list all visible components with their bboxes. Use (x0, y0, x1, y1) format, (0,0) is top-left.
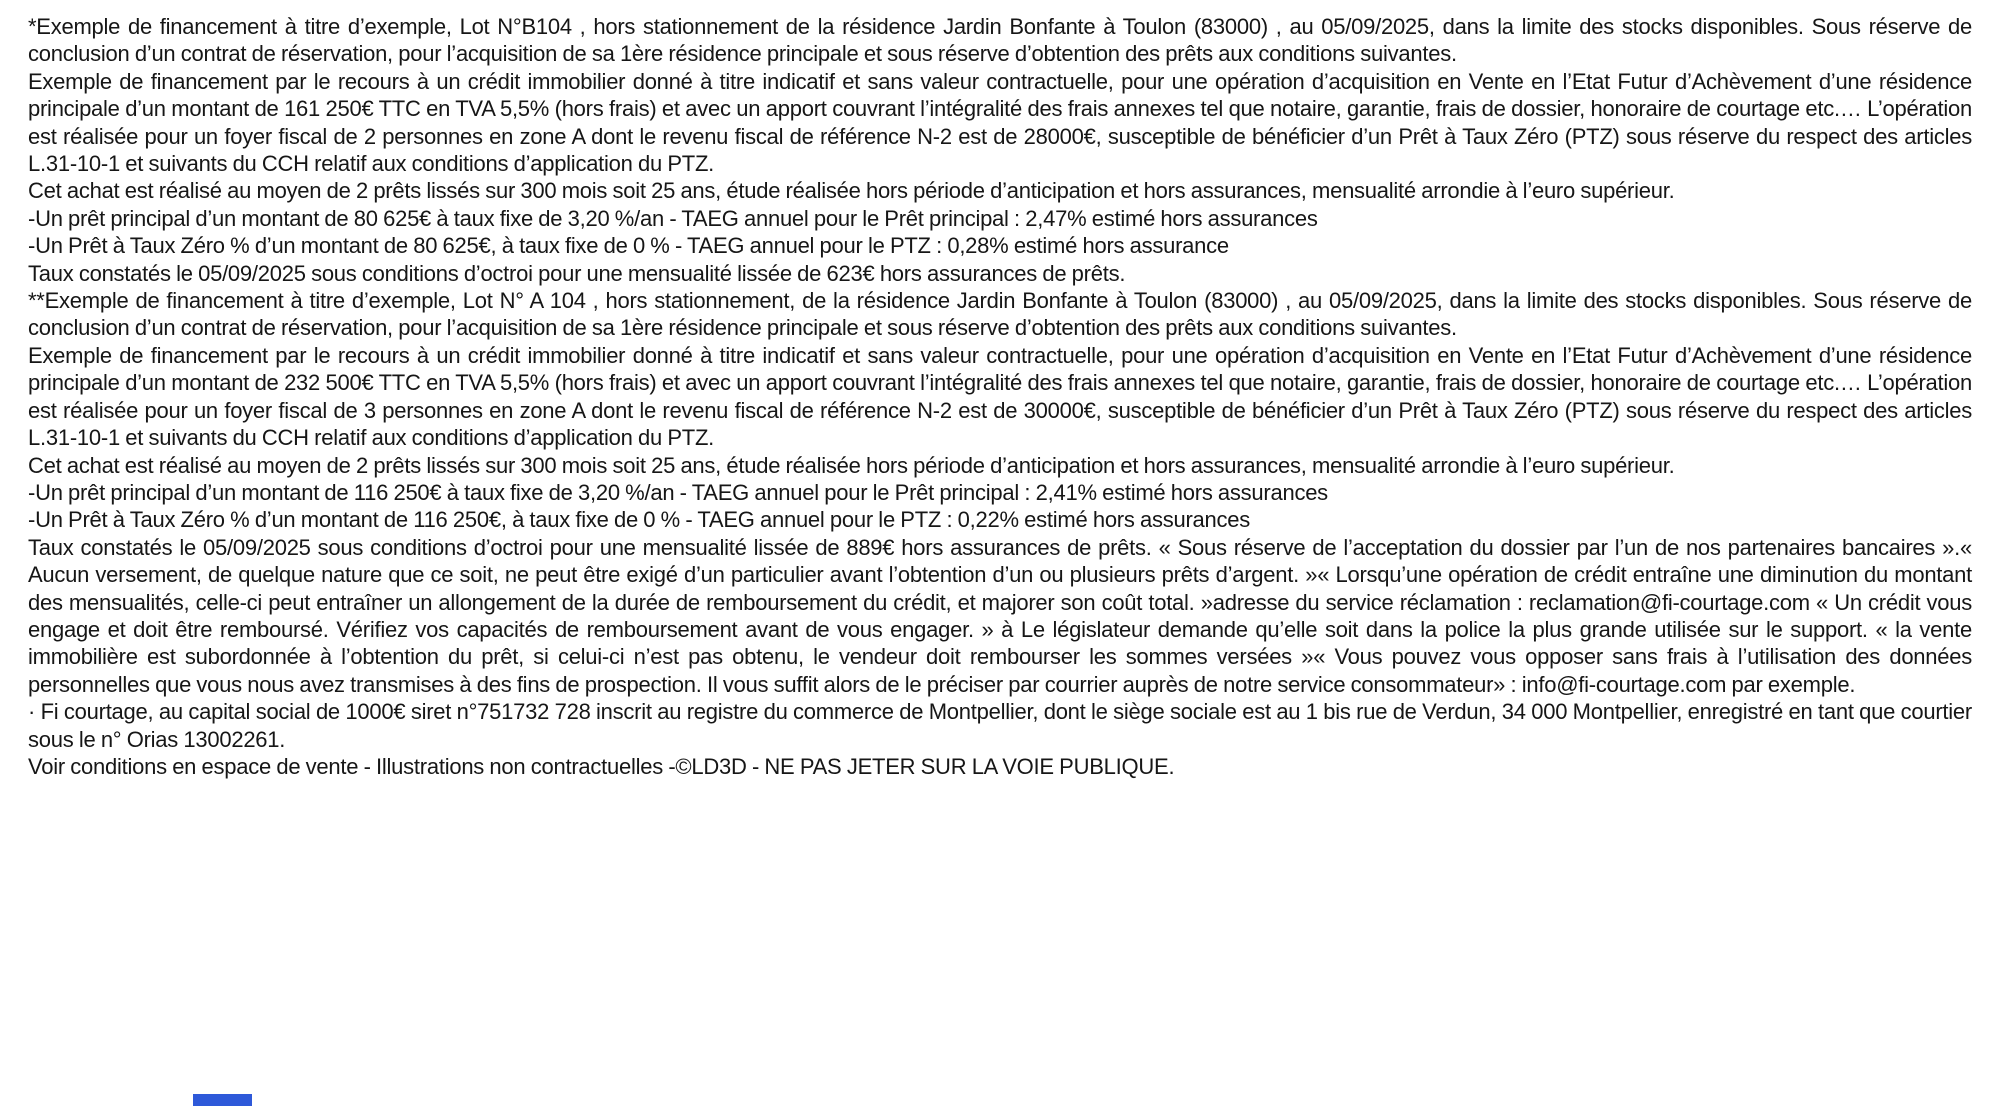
example1-ptz-loan-line: -Un Prêt à Taux Zéro % d’un montant de 80 625€, à taux fixe de 0 % - TAEG annuel pour le PTZ : 0,28% estimé hors assurance (28, 233, 1229, 259)
example2-credit-details: Exemple de financement par le recours à un crédit immobilier donné à titre indicatif et sans valeur contractuelle, pour une opération d’acquisition en Vente en l’Etat Futur d’Achèvement d’une résidence principale d’un montant de 232 500€ TTC en TVA 5,5% (hors frais) et avec un apport couvrant l’intégralité des frais annexes tel que notaire, garantie, frais de dossier, honoraire de courtage etc.… L’opération est réalisée pour un foyer fiscal de 3 personnes en zone A dont le revenu fiscal de référence N-2 est de 30000€, susceptible de bénéficier d’un Prêt à Taux Zéro (PTZ) sous réserve du respect des articles L.31-10-1 et suivants du CCH relatif aux conditions d’application du PTZ. (28, 342, 1972, 451)
example1-credit-details: Exemple de financement par le recours à un crédit immobilier donné à titre indicatif et sans valeur contractuelle, pour une opération d’acquisition en Vente en l’Etat Futur d’Achèvement d’une résidence principale d’un montant de 161 250€ TTC en TVA 5,5% (hors frais) et avec un apport couvrant l’intégralité des frais annexes tel que notaire, garantie, frais de dossier, honoraire de courtage etc.… L’opération est réalisée pour un foyer fiscal de 2 personnes en zone A dont le revenu fiscal de référence N-2 est de 28000€, susceptible de bénéficier d’un Prêt à Taux Zéro (PTZ) sous réserve du respect des articles L.31-10-1 et suivants du CCH relatif aux conditions d’application du PTZ. (28, 68, 1972, 177)
example2-intro: **Exemple de financement à titre d’exemple, Lot N° A 104 , hors stationnement, de la résidence Jardin Bonfante à Toulon (83000) , au 05/09/2025, dans la limite des stocks disponibles. Sous réserve de conclusion d’un contrat de réservation, pour l’acquisition de sa 1ère résidence principale et sous réserve d’obtention des prêts aux conditions suivantes. (28, 288, 1972, 341)
example2-ptz-loan-line: -Un Prêt à Taux Zéro % d’un montant de 116 250€, à taux fixe de 0 % - TAEG annuel pour le PTZ : 0,22% estimé hors assurances (28, 507, 1250, 533)
example2-purchase-terms: Cet achat est réalisé au moyen de 2 prêts lissés sur 300 mois soit 25 ans, étude réalisée hors période d’anticipation et hors assurances, mensualité arrondie à l’euro supérieur. (28, 452, 1675, 478)
example1-rates-note: Taux constatés le 05/09/2025 sous conditions d’octroi pour une mensualité lissée de 623€ hors assurances de prêts. (28, 260, 1126, 286)
legal-notice-block (28, 13, 1972, 780)
example1-purchase-terms: Cet achat est réalisé au moyen de 2 prêts lissés sur 300 mois soit 25 ans, étude réalisée hors période d’anticipation et hors assurances, mensualité arrondie à l’euro supérieur. (28, 178, 1675, 204)
example2-principal-loan-line: -Un prêt principal d’un montant de 116 250€ à taux fixe de 3,20 %/an - TAEG annuel pour le Prêt principal : 2,41% estimé hors assurances (28, 479, 1328, 505)
example1-principal-loan-line: -Un prêt principal d’un montant de 80 625€ à taux fixe de 3,20 %/an - TAEG annuel pour le Prêt principal : 2,47% estimé hors assurances (28, 205, 1318, 231)
sales-conditions-note: Voir conditions en espace de vente - Illustrations non contractuelles -©LD3D - NE PAS JETER SUR LA VOIE PUBLIQUE. (28, 753, 1175, 779)
example2-rates-and-legal-mentions: Taux constatés le 05/09/2025 sous conditions d’octroi pour une mensualité lissée de 889€ hors assurances de prêts. « Sous réserve de l’acceptation du dossier par l’un de nos partenaires bancaires ».« Aucun versement, de quelque nature que ce soit, ne peut être exigé d’un particulier avant l’obtention d’un ou plusieurs prêts d’argent. »« Lorsqu’une opération de crédit entraîne une diminution du montant des mensualités, celle-ci peut entraîner un allongement de la durée de remboursement du crédit, et majorer son coût total. »adresse du service réclamation : reclamation@fi-courtage.com « Un crédit vous engage et doit être remboursé. Vérifiez vos capacités de remboursement avant de vous engager. » à Le législateur demande qu’elle soit dans la police la plus grande utilisée sur le support. « la vente immobilière est subordonnée à l’obtention du prêt, si celui-ci n’est pas obtenu, le vendeur doit rembourser les sommes versées »« Vous pouvez vous opposer sans frais à l’utilisation des données personnelles que vous nous avez transmises à des fins de prospection. Il vous suffit alors de le préciser par courrier auprès de notre service consommateur» : info@fi-courtage.com par exemple. (28, 534, 1972, 697)
company-registration-info: · Fi courtage, au capital social de 1000€ siret n°751732 728 inscrit au registre du commerce de Montpellier, dont le siège sociale est au 1 bis rue de Verdun, 34 000 Montpellier, enregistré en tant que courtier sous le n° Orias 13002261. (28, 699, 1972, 752)
blue-accent-mark (193, 1094, 252, 1106)
example1-intro: *Exemple de financement à titre d’exemple, Lot N°B104 , hors stationnement de la résidence Jardin Bonfante à Toulon (83000) , au 05/09/2025, dans la limite des stocks disponibles. Sous réserve de conclusion d’un contrat de réservation, pour l’acquisition de sa 1ère résidence principale et sous réserve d’obtention des prêts aux conditions suivantes. (28, 14, 1972, 67)
